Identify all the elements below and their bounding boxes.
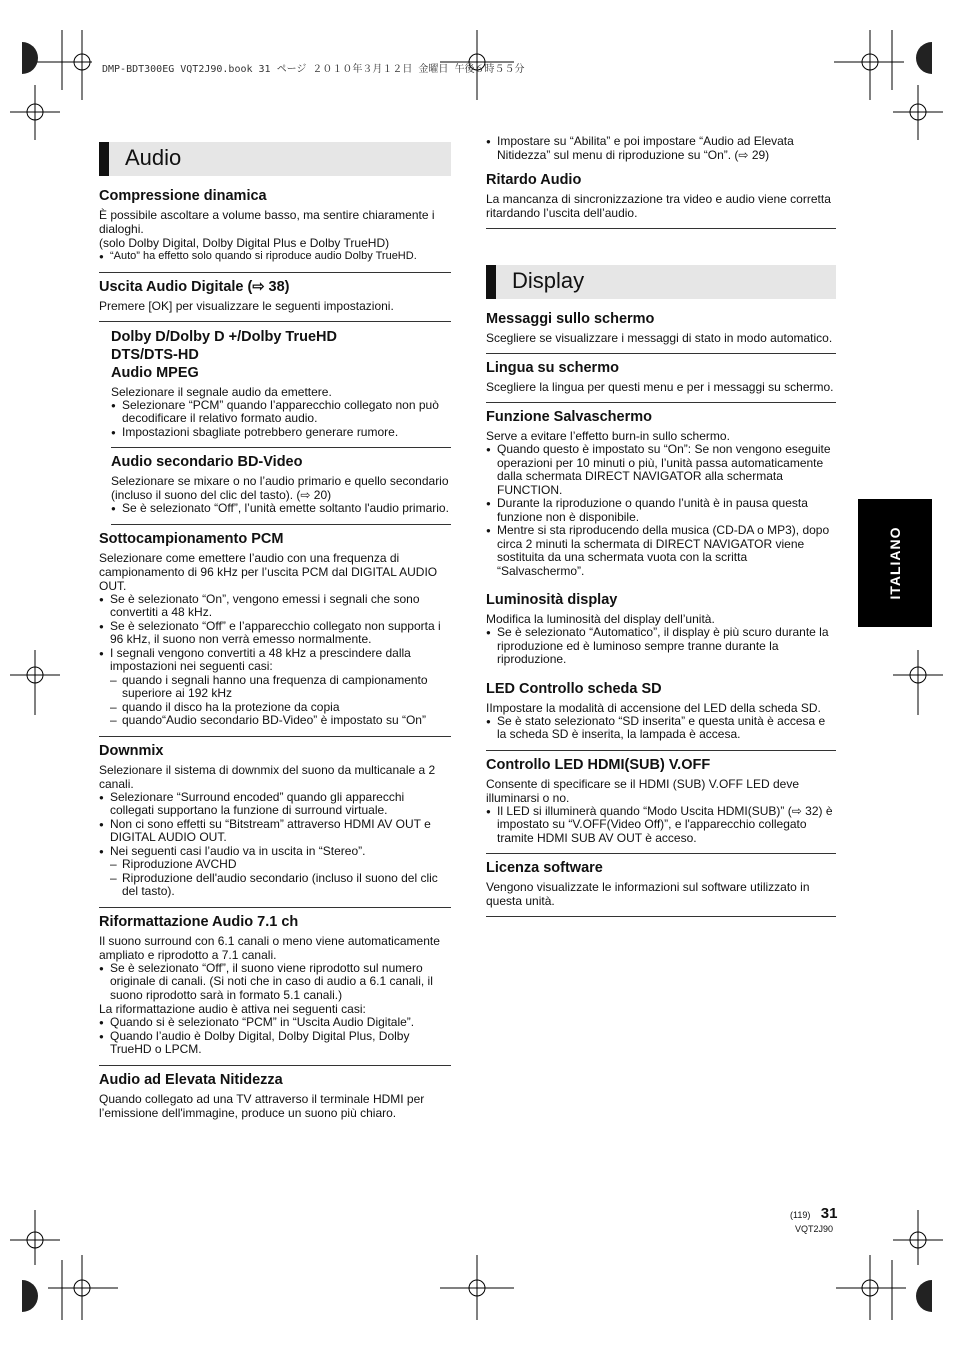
dash-item: – Riproduzione dell'audio secondario (incluso il suono del clic del tasto). <box>99 872 451 899</box>
item-downmix <box>99 737 451 908</box>
page-number <box>790 1205 837 1223</box>
item-audio-secondario <box>111 448 451 525</box>
item-title: Luminosità display <box>486 592 618 608</box>
bullet: ● Mentre si sta riproducendo della musica (CD-DA o MP3), dopo circa 2 minuti la schermata di DIRECT NAVIGATOR viene sostituita da una schermata vuota con la scritta “Salvaschermo”. <box>486 524 836 578</box>
item-sottocampionamento-pcm <box>99 525 451 737</box>
item-led-hdmi-sub <box>486 751 836 855</box>
dash-item: – quando“Audio secondario BD-Video” è impostato su “On” <box>99 714 451 728</box>
item-text: Selezionare come emettere l’audio con una frequenza di campionamento di 96 kHz per l’uscita PCM dal DIGITAL AUDIO OUT. <box>99 550 438 593</box>
bullet: ● Quando l’audio è Dolby Digital, Dolby Digital Plus, Dolby TrueHD o LPCM. <box>99 1030 451 1057</box>
section-bar <box>486 265 496 299</box>
item-riformattazione-audio <box>99 908 451 1066</box>
item-licenza-software <box>486 854 836 917</box>
bullet: ● Il LED si illuminerà quando “Modo Uscita HDMI(SUB)” (⇨ 32) è impostato su “V.OFF(Video Off)”, e l'apparecchio collegato tramite HDMI SUB AV OUT è acceso. <box>486 805 836 846</box>
item-title: Licenza software <box>486 860 603 876</box>
item-lingua-schermo <box>486 354 836 403</box>
bullet: ● Quando questo è impostato su “On”: Se non vengono eseguite operazioni per 10 minuti o più, l’unità passa automaticamente dalla schermata DIRECT NAVIGATOR alla schermata FUNCTION. <box>486 443 836 497</box>
item-title: Lingua su schermo <box>486 360 619 376</box>
item-luminosita-display <box>486 586 836 675</box>
item-title: Riformattazione Audio 7.1 ch <box>99 913 299 930</box>
item-title: Dolby D/Dolby D +/Dolby TrueHD DTS/DTS-HD Audio MPEG <box>111 328 337 381</box>
item-audio-elevata-nitidezza <box>99 1066 451 1128</box>
item-messaggi-schermo <box>486 305 836 354</box>
item-text: Serve a evitare l’effetto burn-in sullo schermo. <box>486 429 730 443</box>
bullet: ● Durante la riproduzione o quando l’unità è in pausa questa funzione non è disponibile. <box>486 497 836 524</box>
item-funzione-salvaschermo <box>486 403 836 586</box>
audio-column <box>99 142 451 1128</box>
dash-item: – Riproduzione AVCHD <box>99 858 451 872</box>
item-compressione-dinamica <box>99 182 451 273</box>
item-text: Consente di specificare se il HDMI (SUB) V.OFF LED deve illuminarsi o no. <box>486 776 800 805</box>
continued-bullet <box>486 135 836 166</box>
dash-item: – quando il disco ha la protezione da copia <box>99 701 451 715</box>
item-ritardo-audio <box>486 166 836 229</box>
item-text: È possibile ascoltare a volume basso, ma sentire chiaramente i dialoghi. <box>99 208 435 236</box>
item-text: Quando collegato ad una TV attraverso il terminale HDMI per l’emissione dell'immagine, produce un suono più chiaro. <box>99 1091 425 1120</box>
bullet: ● Se è selezionato “Automatico”, il display è più scuro durante la riproduzione ed è luminoso sempre tranne durante la riproduzione. <box>486 626 836 667</box>
item-text: Modifica la luminosità del display dell’unità. <box>486 612 715 626</box>
item-led-scheda-sd <box>486 675 836 751</box>
bullet: ● Se è selezionato “Off”, il suono viene riprodotto sul numero originale di canali. (Si noti che in caso di audio a 6.1 canali, il suono riprodotto sarà in formato 5.1 canali.) <box>99 962 451 1003</box>
language-label: ITALIANO <box>887 526 903 600</box>
bullet: ● “Auto” ha effetto solo quando si riproduce audio Dolby TrueHD. <box>99 250 451 264</box>
item-text: Premere [OK] per visualizzare le seguenti impostazioni. <box>99 298 394 313</box>
item-text: Selezionare il segnale audio da emettere. <box>111 384 332 399</box>
bullet: ● Selezionare “Surround encoded” quando gli apparecchi collegati supportano la funzione di surround virtuale. <box>99 791 451 818</box>
item-text: (solo Dolby Digital, Dolby Digital Plus e Dolby TrueHD) <box>99 236 390 250</box>
bullet: ● Se è selezionato “Off”, l’unità emette soltanto l'audio primario. <box>111 502 451 516</box>
page-number-value: 31 <box>820 1205 838 1222</box>
item-title: Controllo LED HDMI(SUB) V.OFF <box>486 756 711 773</box>
item-text: La riformattazione audio è attiva nei seguenti casi: <box>99 1002 366 1016</box>
bullet: ● Nei seguenti casi l’audio va in uscita in “Stereo”. <box>99 845 451 859</box>
item-uscita-audio-digitale <box>99 273 451 322</box>
document-code: VQT2J90 <box>795 1224 834 1234</box>
item-title: LED Controllo scheda SD <box>486 680 662 697</box>
item-title: Downmix <box>99 742 164 759</box>
item-title: Audio secondario BD-Video <box>111 454 303 470</box>
language-side-tab <box>858 499 932 627</box>
item-dolby-dts-mpeg <box>111 322 451 449</box>
bullet: ● Se è selezionato “Off” e l’apparecchio collegato non supporta i 96 kHz, il suono non verrà emesso normalmente. <box>99 620 451 647</box>
display-section-header <box>486 265 836 299</box>
item-text: Il suono surround con 6.1 canali o meno viene automaticamente ampliato e riprodotto a 7.1 canali. <box>99 933 440 962</box>
item-text: Selezionare se mixare o no l’audio primario e quello secondario (incluso il suono del clic del tasto). (⇨ 20) <box>111 474 449 502</box>
page-ref: (119) <box>790 1210 811 1220</box>
bullet: ● I segnali vengono convertiti a 48 kHz a prescindere dalla impostazioni nei seguenti casi: <box>99 647 451 674</box>
bullet: ● Selezionare “PCM” quando l’apparecchio collegato non può decodificare il relativo formato audio. <box>111 399 451 426</box>
bullet: ● Se è stato selezionato “SD inserita” e questa unità è accesa e la scheda SD è inserita, la lampada è accesa. <box>486 715 836 742</box>
dash-item: – quando i segnali hanno una frequenza di campionamento superiore ai 192 kHz <box>99 674 451 701</box>
bullet: ● Impostazioni sbagliate potrebbero generare rumore. <box>111 426 451 440</box>
bullet: ● Non ci sono effetti su “Bitstream” attraverso HDMI AV OUT e DIGITAL AUDIO OUT. <box>99 818 451 845</box>
item-title: Compressione dinamica <box>99 188 267 204</box>
display-section-title: Display <box>512 268 585 293</box>
bullet: ● Impostare su “Abilita” e poi impostare “Audio ad Elevata Nitidezza” sul menu di riproduzione su “On”. (⇨ 29) <box>486 135 836 162</box>
item-text: Scegliere se visualizzare i messaggi di stato in modo automatico. <box>486 331 833 345</box>
print-header: DMP-BDT300EG VQT2J90.book 31 ページ ２０１０年３月１２日 金曜日 午後６時５５分 <box>102 64 525 75</box>
audio-section-title: Audio <box>125 145 182 170</box>
item-text: Scegliere la lingua per questi menu e per i messaggi su schermo. <box>486 380 834 394</box>
item-title: Audio ad Elevata Nitidezza <box>99 1071 283 1088</box>
item-text: Selezionare il sistema di downmix del suono da multicanale a 2 canali. <box>99 762 436 791</box>
item-title: Funzione Salvaschermo <box>486 409 652 425</box>
display-column <box>486 135 836 917</box>
audio-section-header <box>99 142 451 176</box>
bullet: ● Quando si è selezionato “PCM” in “Uscita Audio Digitale”. <box>99 1016 451 1030</box>
item-title: Uscita Audio Digitale (⇨ 38) <box>99 278 290 295</box>
item-text: La mancanza di sincronizzazione tra video e audio viene corretta ritardando l’uscita dell’audio. <box>486 192 831 220</box>
item-text: Vengono visualizzate le informazioni sul software utilizzato in questa unità. <box>486 880 810 908</box>
item-title: Sottocampionamento PCM <box>99 530 284 547</box>
item-title: Messaggi sullo schermo <box>486 311 655 327</box>
item-text: IImpostare la modalità di accensione del LED della scheda SD. <box>486 700 821 715</box>
section-bar <box>99 142 109 176</box>
bullet: ● Se è selezionato “On”, vengono emessi i segnali che sono convertiti a 48 kHz. <box>99 593 451 620</box>
item-title: Ritardo Audio <box>486 172 582 188</box>
